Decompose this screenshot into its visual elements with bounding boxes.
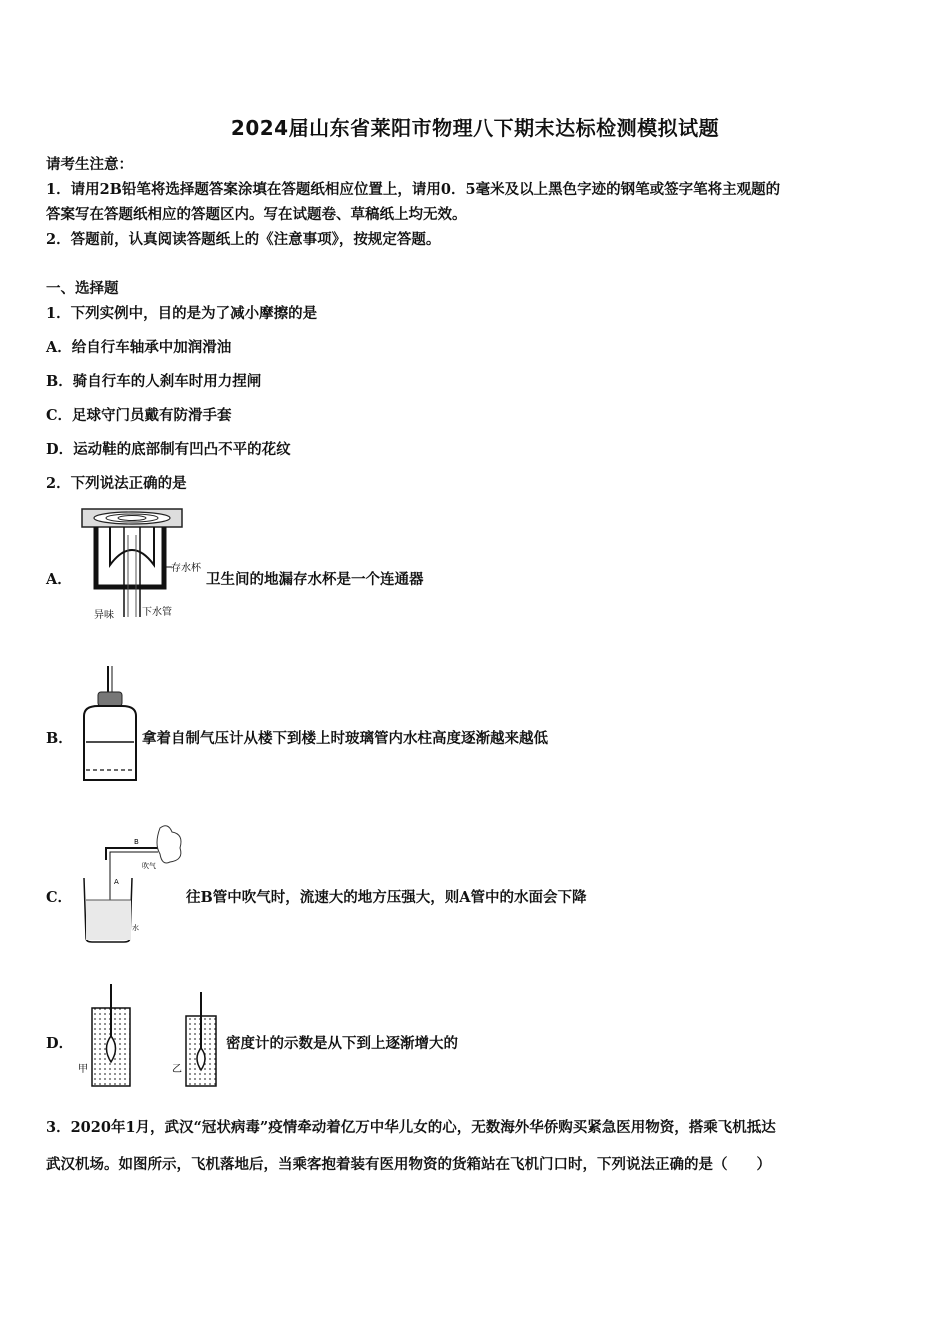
tube-b-label: B [134,838,139,846]
water-label: 水 [132,924,139,932]
yi-label: 乙 [172,1064,182,1075]
q1-option-b: B．骑自行车的人刹车时用力捏闸 [46,373,262,390]
q1-option-c: C．足球守门员戴有防滑手套 [46,407,232,424]
q2-option-d-label: D． [46,1035,74,1052]
q3-line-2: 武汉机场。如图所示，飞机落地后，当乘客抱着装有医用物资的货箱站在飞机门口时，下列说法正确的是（ ） [46,1156,771,1173]
jia-label: 甲 [78,1064,88,1075]
smell-label: 异味 [94,610,114,621]
q2-option-a-label: A． [46,571,72,588]
q1-option-a: A．给自行车轴承中加润滑油 [46,339,232,356]
q2-option-b-label: B． [46,730,73,747]
q2-stem: 2．下列说法正确的是 [46,475,187,492]
floor-drain-figure [74,505,208,623]
section-heading: 一、选择题 [46,280,119,297]
q2-option-c-label: C． [46,889,73,906]
q2-option-a-text: 卫生间的地漏存水杯是一个连通器 [206,571,424,588]
notice-item-2: 2．答题前，认真阅读答题纸上的《注意事项》，按规定答题。 [46,231,441,248]
notice-item-1-line-2: 答案写在答题纸相应的答题区内。写在试题卷、草稿纸上均无效。 [46,206,467,223]
q1-stem: 1．下列实例中，目的是为了减小摩擦的是 [46,305,318,322]
pipe-label: 下水管 [142,607,172,618]
blow-label: 吹气 [142,862,156,870]
tube-a-label: A [114,878,119,886]
q1-option-d: D．运动鞋的底部制有凹凸不平的花纹 [46,441,291,458]
blowing-tube-figure [76,822,192,946]
notice-heading: 请考生注意： [46,156,133,173]
q2-option-c-text: 往B管中吹气时，流速大的地方压强大，则A管中的水面会下降 [186,889,587,906]
hydrometer-figure [78,982,224,1092]
q2-option-b-text: 拿着自制气压计从楼下到楼上时玻璃管内水柱高度逐渐越来越低 [142,730,548,747]
notice-item-1-line-1: 1．请用2B铅笔将选择题答案涂填在答题纸相应位置上，请用0．5毫米及以上黑色字迹的钢笔或签字笔将主观题的 [46,181,781,198]
barometer-figure [78,664,142,786]
q3-line-1: 3．2020年1月，武汉“冠状病毒”疫情牵动着亿万中华儿女的心，无数海外华侨购买紧急医用物资，搭乘飞机抵达 [46,1119,776,1136]
q2-option-d-text: 密度计的示数是从下到上逐渐增大的 [226,1035,458,1052]
page-title: 2024届山东省莱阳市物理八下期末达标检测模拟试题 [230,116,720,140]
cup-label: 存水杯 [171,563,201,574]
